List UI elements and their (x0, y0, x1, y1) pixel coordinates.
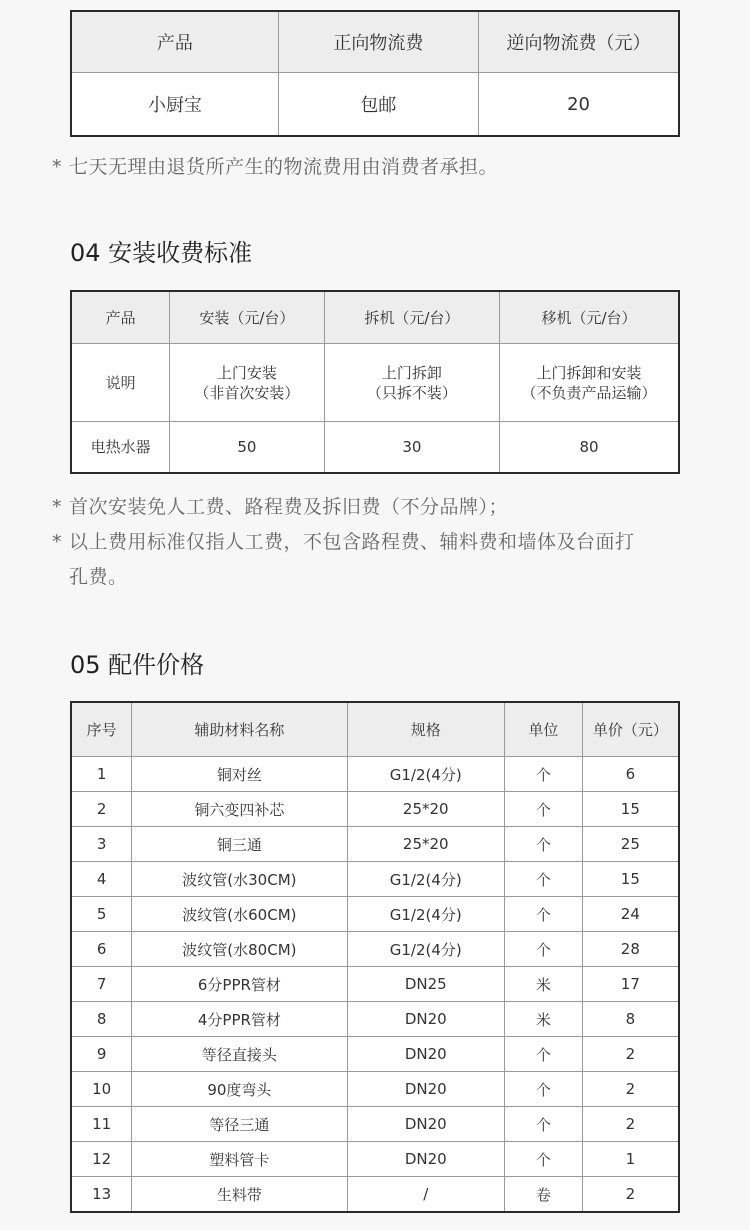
install-desc-remove: 上门拆卸 （只拆不装） (324, 344, 499, 422)
parts-cell-price: 8 (582, 1002, 679, 1037)
parts-header-row (71, 702, 679, 757)
install-note-1: * 首次安装免人工费、路程费及拆旧费（不分品牌）； (52, 496, 509, 518)
parts-price-table (70, 701, 680, 1213)
parts-cell-price: 28 (582, 932, 679, 967)
install-price-move: 80 (500, 422, 679, 474)
parts-cell-price: 15 (582, 862, 679, 897)
parts-cell-unit: 个 (505, 1037, 583, 1072)
parts-cell-price: 2 (582, 1037, 679, 1072)
parts-cell-unit: 个 (505, 1142, 583, 1177)
parts-cell-unit: 个 (505, 862, 583, 897)
table-row (71, 932, 679, 967)
table-row (71, 757, 679, 792)
parts-cell-no: 7 (71, 967, 132, 1002)
parts-cell-spec: / (347, 1177, 505, 1213)
install-header-install: 安装（元/台） (170, 291, 325, 344)
parts-header-unit: 单位 (505, 702, 583, 757)
table-row (71, 1142, 679, 1177)
install-desc-move: 上门拆卸和安装 （不负责产品运输） (500, 344, 679, 422)
install-header-product: 产品 (71, 291, 170, 344)
logistics-note-text: 七天无理由退货所产生的物流费用由消费者承担。 (69, 156, 499, 178)
parts-cell-spec: DN20 (347, 1107, 505, 1142)
parts-cell-name: 90度弯头 (132, 1072, 347, 1107)
parts-cell-no: 4 (71, 862, 132, 897)
table-row (71, 827, 679, 862)
table-row (71, 1037, 679, 1072)
install-product: 电热水器 (71, 422, 170, 474)
install-price-row (71, 422, 679, 474)
parts-cell-price: 17 (582, 967, 679, 1002)
parts-cell-unit: 个 (505, 1107, 583, 1142)
logistics-cell-forward: 包邮 (278, 73, 478, 137)
table-row (71, 1177, 679, 1213)
parts-cell-spec: G1/2(4分) (347, 932, 505, 967)
parts-cell-name: 等径直接头 (132, 1037, 347, 1072)
parts-cell-name: 波纹管(水60CM) (132, 897, 347, 932)
parts-cell-name: 铜三通 (132, 827, 347, 862)
install-desc-label: 说明 (71, 344, 170, 422)
logistics-note: * 七天无理由退货所产生的物流费用由消费者承担。 (52, 156, 499, 178)
table-row (71, 792, 679, 827)
parts-cell-spec: 25*20 (347, 827, 505, 862)
logistics-cell-product: 小厨宝 (71, 73, 278, 137)
logistics-header-row (71, 11, 679, 73)
parts-cell-unit: 个 (505, 792, 583, 827)
logistics-cell-reverse: 20 (479, 73, 679, 137)
parts-cell-unit: 个 (505, 827, 583, 862)
parts-cell-price: 6 (582, 757, 679, 792)
install-header-row (71, 291, 679, 344)
parts-cell-price: 2 (582, 1177, 679, 1213)
parts-header-spec: 规格 (347, 702, 505, 757)
parts-cell-no: 9 (71, 1037, 132, 1072)
parts-heading: 05 配件价格 (70, 651, 205, 679)
parts-cell-unit: 个 (505, 932, 583, 967)
table-row (71, 897, 679, 932)
parts-table-body (71, 757, 679, 1213)
parts-cell-spec: G1/2(4分) (347, 897, 505, 932)
parts-cell-no: 12 (71, 1142, 132, 1177)
table-row (71, 1107, 679, 1142)
install-header-remove: 拆机（元/台） (324, 291, 499, 344)
install-note-2-cont: 孔费。 (69, 566, 128, 588)
table-row (71, 1002, 679, 1037)
parts-cell-unit: 个 (505, 897, 583, 932)
parts-cell-price: 24 (582, 897, 679, 932)
parts-cell-name: 4分PPR管材 (132, 1002, 347, 1037)
parts-cell-price: 2 (582, 1107, 679, 1142)
parts-cell-no: 11 (71, 1107, 132, 1142)
parts-cell-name: 铜六变四补芯 (132, 792, 347, 827)
parts-cell-no: 3 (71, 827, 132, 862)
parts-cell-name: 波纹管(水80CM) (132, 932, 347, 967)
parts-cell-spec: DN25 (347, 967, 505, 1002)
parts-cell-no: 8 (71, 1002, 132, 1037)
parts-cell-no: 1 (71, 757, 132, 792)
logistics-header-reverse: 逆向物流费（元） (479, 11, 679, 73)
install-heading: 04 安装收费标准 (70, 239, 253, 267)
parts-cell-price: 2 (582, 1072, 679, 1107)
logistics-table (70, 10, 680, 137)
parts-cell-no: 13 (71, 1177, 132, 1213)
install-price-remove: 30 (324, 422, 499, 474)
parts-cell-unit: 个 (505, 757, 583, 792)
parts-cell-spec: G1/2(4分) (347, 757, 505, 792)
parts-header-no: 序号 (71, 702, 132, 757)
parts-cell-spec: DN20 (347, 1037, 505, 1072)
logistics-row (71, 73, 679, 137)
install-desc-row (71, 344, 679, 422)
parts-cell-name: 塑料管卡 (132, 1142, 347, 1177)
install-desc-install: 上门安装 （非首次安装） (170, 344, 325, 422)
parts-cell-spec: DN20 (347, 1142, 505, 1177)
table-row (71, 1072, 679, 1107)
parts-cell-unit: 米 (505, 967, 583, 1002)
parts-cell-no: 2 (71, 792, 132, 827)
table-row (71, 862, 679, 897)
table-row (71, 967, 679, 1002)
parts-header-price: 单价（元） (582, 702, 679, 757)
install-notes (52, 490, 635, 595)
parts-cell-price: 1 (582, 1142, 679, 1177)
install-price-install: 50 (170, 422, 325, 474)
parts-cell-name: 铜对丝 (132, 757, 347, 792)
parts-cell-unit: 个 (505, 1072, 583, 1107)
install-header-move: 移机（元/台） (500, 291, 679, 344)
parts-cell-name: 生料带 (132, 1177, 347, 1213)
parts-cell-spec: DN20 (347, 1002, 505, 1037)
parts-cell-unit: 卷 (505, 1177, 583, 1213)
parts-cell-no: 6 (71, 932, 132, 967)
parts-cell-name: 波纹管(水30CM) (132, 862, 347, 897)
parts-cell-name: 6分PPR管材 (132, 967, 347, 1002)
install-fee-table (70, 290, 680, 474)
install-note-2: * 以上费用标准仅指人工费，不包含路程费、辅料费和墙体及台面打 (52, 531, 635, 553)
parts-header-name: 辅助材料名称 (132, 702, 347, 757)
parts-cell-no: 5 (71, 897, 132, 932)
parts-cell-spec: G1/2(4分) (347, 862, 505, 897)
logistics-header-forward: 正向物流费 (278, 11, 478, 73)
parts-cell-price: 25 (582, 827, 679, 862)
parts-cell-unit: 米 (505, 1002, 583, 1037)
parts-cell-price: 15 (582, 792, 679, 827)
parts-cell-spec: DN20 (347, 1072, 505, 1107)
parts-cell-name: 等径三通 (132, 1107, 347, 1142)
parts-cell-no: 10 (71, 1072, 132, 1107)
parts-cell-spec: 25*20 (347, 792, 505, 827)
logistics-header-product: 产品 (71, 11, 278, 73)
